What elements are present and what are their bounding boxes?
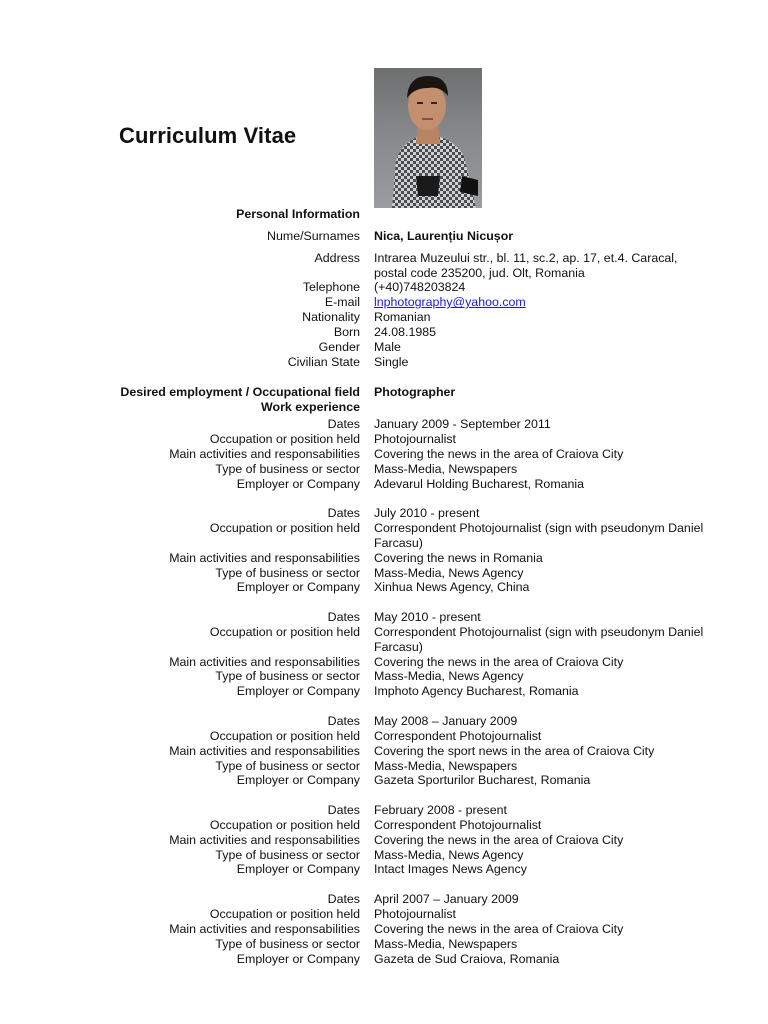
work-employer-label: Employer or Company — [236, 951, 360, 966]
work-dates-label: Dates — [327, 714, 360, 728]
work-occupation-label: Occupation or position held — [209, 521, 360, 536]
work-experience-list — [0, 417, 768, 966]
desired-employment-label: Desired employment / Occupational field — [120, 385, 360, 400]
work-sector-label: Type of business or sector — [215, 565, 360, 580]
work-employer-value: Gazeta de Sud Craiova, Romania — [374, 951, 560, 966]
field-row-nationality — [0, 310, 768, 325]
work-activities-value: Covering the sport news in the area of Craiova City — [374, 743, 655, 758]
work-occupation-value: Correspondent Photojournalist (sign with pseudonym Daniel Farcasu) — [374, 521, 704, 550]
work-entry — [0, 610, 768, 699]
work-activities-value: Covering the news in the area of Craiova City — [374, 921, 624, 936]
work-dates-label: Dates — [327, 803, 360, 818]
work-entry-employer-row — [0, 684, 768, 699]
work-entry-occupation-row — [0, 729, 768, 744]
work-occupation-value: Photojournalist — [374, 906, 456, 921]
work-employer-value: Imphoto Agency Bucharest, Romania — [374, 684, 579, 699]
work-occupation-label: Occupation or position held — [209, 728, 360, 743]
work-entry-employer-row — [0, 580, 768, 595]
email-link[interactable]: lnphotography@yahoo.com — [374, 295, 526, 310]
work-entry-dates-row — [0, 803, 768, 818]
work-dates-value: May 2008 – January 2009 — [374, 714, 518, 728]
work-activities-label: Main activities and responsabilities — [169, 832, 360, 847]
work-entry-activities-row — [0, 655, 768, 670]
work-dates-label: Dates — [327, 506, 360, 521]
work-entry-dates-row — [0, 610, 768, 625]
field-label: Civilian State — [287, 354, 360, 369]
work-activities-label: Main activities and responsabilities — [169, 921, 360, 936]
work-entry-activities-row — [0, 744, 768, 759]
field-label: Nume/Surnames — [267, 228, 360, 243]
work-entry-dates-row — [0, 417, 768, 432]
work-employer-value: Intact Images News Agency — [374, 862, 527, 877]
personal-info-heading-row — [0, 207, 768, 222]
work-activities-value: Covering the news in the area of Craiova City — [374, 832, 624, 847]
field-value: 24.08.1985 — [374, 324, 437, 339]
work-entry-occupation-row — [0, 432, 768, 447]
work-occupation-label: Occupation or position held — [209, 817, 360, 832]
work-activities-value: Covering the news in the area of Craiova City — [374, 654, 624, 669]
document-title: Curriculum Vitae — [119, 123, 297, 148]
work-dates-value: July 2010 - present — [374, 506, 480, 521]
field-row-born — [0, 325, 768, 340]
work-entry-sector-row — [0, 937, 768, 952]
personal-info-heading: Personal Information — [236, 207, 360, 221]
work-employer-label: Employer or Company — [236, 862, 360, 877]
work-entry-activities-row — [0, 922, 768, 937]
work-activities-label: Main activities and responsabilities — [169, 550, 360, 565]
work-employer-value: Xinhua News Agency, China — [374, 580, 530, 595]
work-employer-value: Adevarul Holding Bucharest, Romania — [374, 476, 585, 491]
field-row-address — [0, 251, 768, 281]
field-row-gender — [0, 340, 768, 355]
work-employer-value: Gazeta Sporturilor Bucharest, Romania — [374, 773, 591, 788]
field-value: (+40)748203824 — [374, 280, 466, 295]
work-occupation-label: Occupation or position held — [209, 431, 360, 446]
work-entry — [0, 892, 768, 966]
work-sector-label: Type of business or sector — [215, 936, 360, 951]
work-entry-dates-row — [0, 506, 768, 521]
field-label: Gender — [318, 339, 360, 354]
work-dates-value: April 2007 – January 2009 — [374, 892, 519, 907]
work-entry-occupation-row — [0, 521, 768, 551]
work-sector-label: Type of business or sector — [215, 758, 360, 773]
work-dates-value: January 2009 - September 2011 — [374, 417, 551, 432]
work-entry — [0, 417, 768, 491]
field-value-name: Nica, Laurențiu Nicușor — [374, 228, 514, 243]
work-occupation-label: Occupation or position held — [209, 906, 360, 921]
work-sector-label: Type of business or sector — [215, 847, 360, 862]
work-sector-value: Mass-Media, News Agency — [374, 669, 524, 684]
field-value: Intrarea Muzeului str., bl. 11, sc.2, ap. 17, et.4. Caracal, postal code 235200, jud. Olt, Romania — [374, 250, 678, 280]
desired-employment-value: Photographer — [374, 385, 456, 400]
work-entry-employer-row — [0, 952, 768, 967]
work-dates-label: Dates — [327, 417, 360, 432]
work-entry-sector-row — [0, 669, 768, 684]
portrait-image — [374, 68, 482, 208]
work-entry — [0, 714, 768, 788]
work-entry-sector-row — [0, 759, 768, 774]
work-entry-sector-row — [0, 848, 768, 863]
work-occupation-label: Occupation or position held — [209, 624, 360, 639]
work-dates-label: Dates — [327, 892, 360, 907]
work-sector-value: Mass-Media, Newspapers — [374, 461, 518, 476]
work-entry — [0, 803, 768, 877]
desired-employment-row — [0, 385, 768, 400]
work-entry-employer-row — [0, 862, 768, 877]
work-activities-value: Covering the news in the area of Craiova City — [374, 446, 624, 461]
work-entry-sector-row — [0, 462, 768, 477]
work-occupation-value: Correspondent Photojournalist — [374, 817, 542, 832]
work-employer-label: Employer or Company — [236, 476, 360, 491]
work-experience-heading: Work experience — [261, 400, 360, 415]
field-row-surnames — [0, 229, 768, 244]
work-occupation-value: Correspondent Photojournalist (sign with pseudonym Daniel Farcasu) — [374, 624, 704, 654]
work-sector-value: Mass-Media, News Agency — [374, 847, 524, 862]
work-employer-label: Employer or Company — [236, 684, 360, 699]
profile-photo — [374, 68, 482, 208]
work-activities-value: Covering the news in Romania — [374, 550, 543, 565]
field-row-email — [0, 295, 768, 310]
cv-body — [0, 207, 768, 966]
field-label: Born — [333, 324, 360, 339]
field-label: Telephone — [302, 280, 360, 295]
work-activities-label: Main activities and responsabilities — [169, 743, 360, 758]
work-entry-occupation-row — [0, 818, 768, 833]
field-value: Single — [374, 354, 409, 369]
work-employer-label: Employer or Company — [236, 580, 360, 595]
field-value: Romanian — [374, 310, 431, 325]
work-activities-label: Main activities and responsabilities — [169, 654, 360, 669]
work-dates-value: February 2008 - present — [374, 803, 507, 818]
work-entry-occupation-row — [0, 907, 768, 922]
work-sector-label: Type of business or sector — [215, 461, 360, 476]
work-entry-occupation-row — [0, 625, 768, 655]
work-entry-dates-row — [0, 714, 768, 729]
work-entry-activities-row — [0, 833, 768, 848]
work-entry-sector-row — [0, 566, 768, 581]
work-entry — [0, 506, 768, 595]
work-employer-label: Employer or Company — [236, 773, 360, 788]
work-entry-employer-row — [0, 773, 768, 788]
work-entry-activities-row — [0, 551, 768, 566]
field-label: Address — [314, 250, 360, 265]
work-experience-heading-row — [0, 400, 768, 415]
field-value: Male — [374, 339, 401, 354]
work-sector-label: Type of business or sector — [215, 669, 360, 684]
work-entry-activities-row — [0, 447, 768, 462]
field-label: Nationality — [302, 310, 360, 325]
work-sector-value: Mass-Media, News Agency — [374, 565, 524, 580]
field-row-civilian-state — [0, 355, 768, 370]
work-sector-value: Mass-Media, Newspapers — [374, 758, 518, 773]
work-sector-value: Mass-Media, Newspapers — [374, 936, 518, 951]
work-activities-label: Main activities and responsabilities — [169, 446, 360, 461]
work-occupation-value: Correspondent Photojournalist — [374, 728, 542, 743]
work-dates-label: Dates — [327, 610, 360, 625]
field-label: E-mail — [324, 295, 360, 310]
work-dates-value: May 2010 - present — [374, 610, 481, 625]
work-entry-employer-row — [0, 477, 768, 492]
work-entry-dates-row — [0, 892, 768, 907]
work-occupation-value: Photojournalist — [374, 431, 456, 446]
field-row-telephone — [0, 280, 768, 295]
